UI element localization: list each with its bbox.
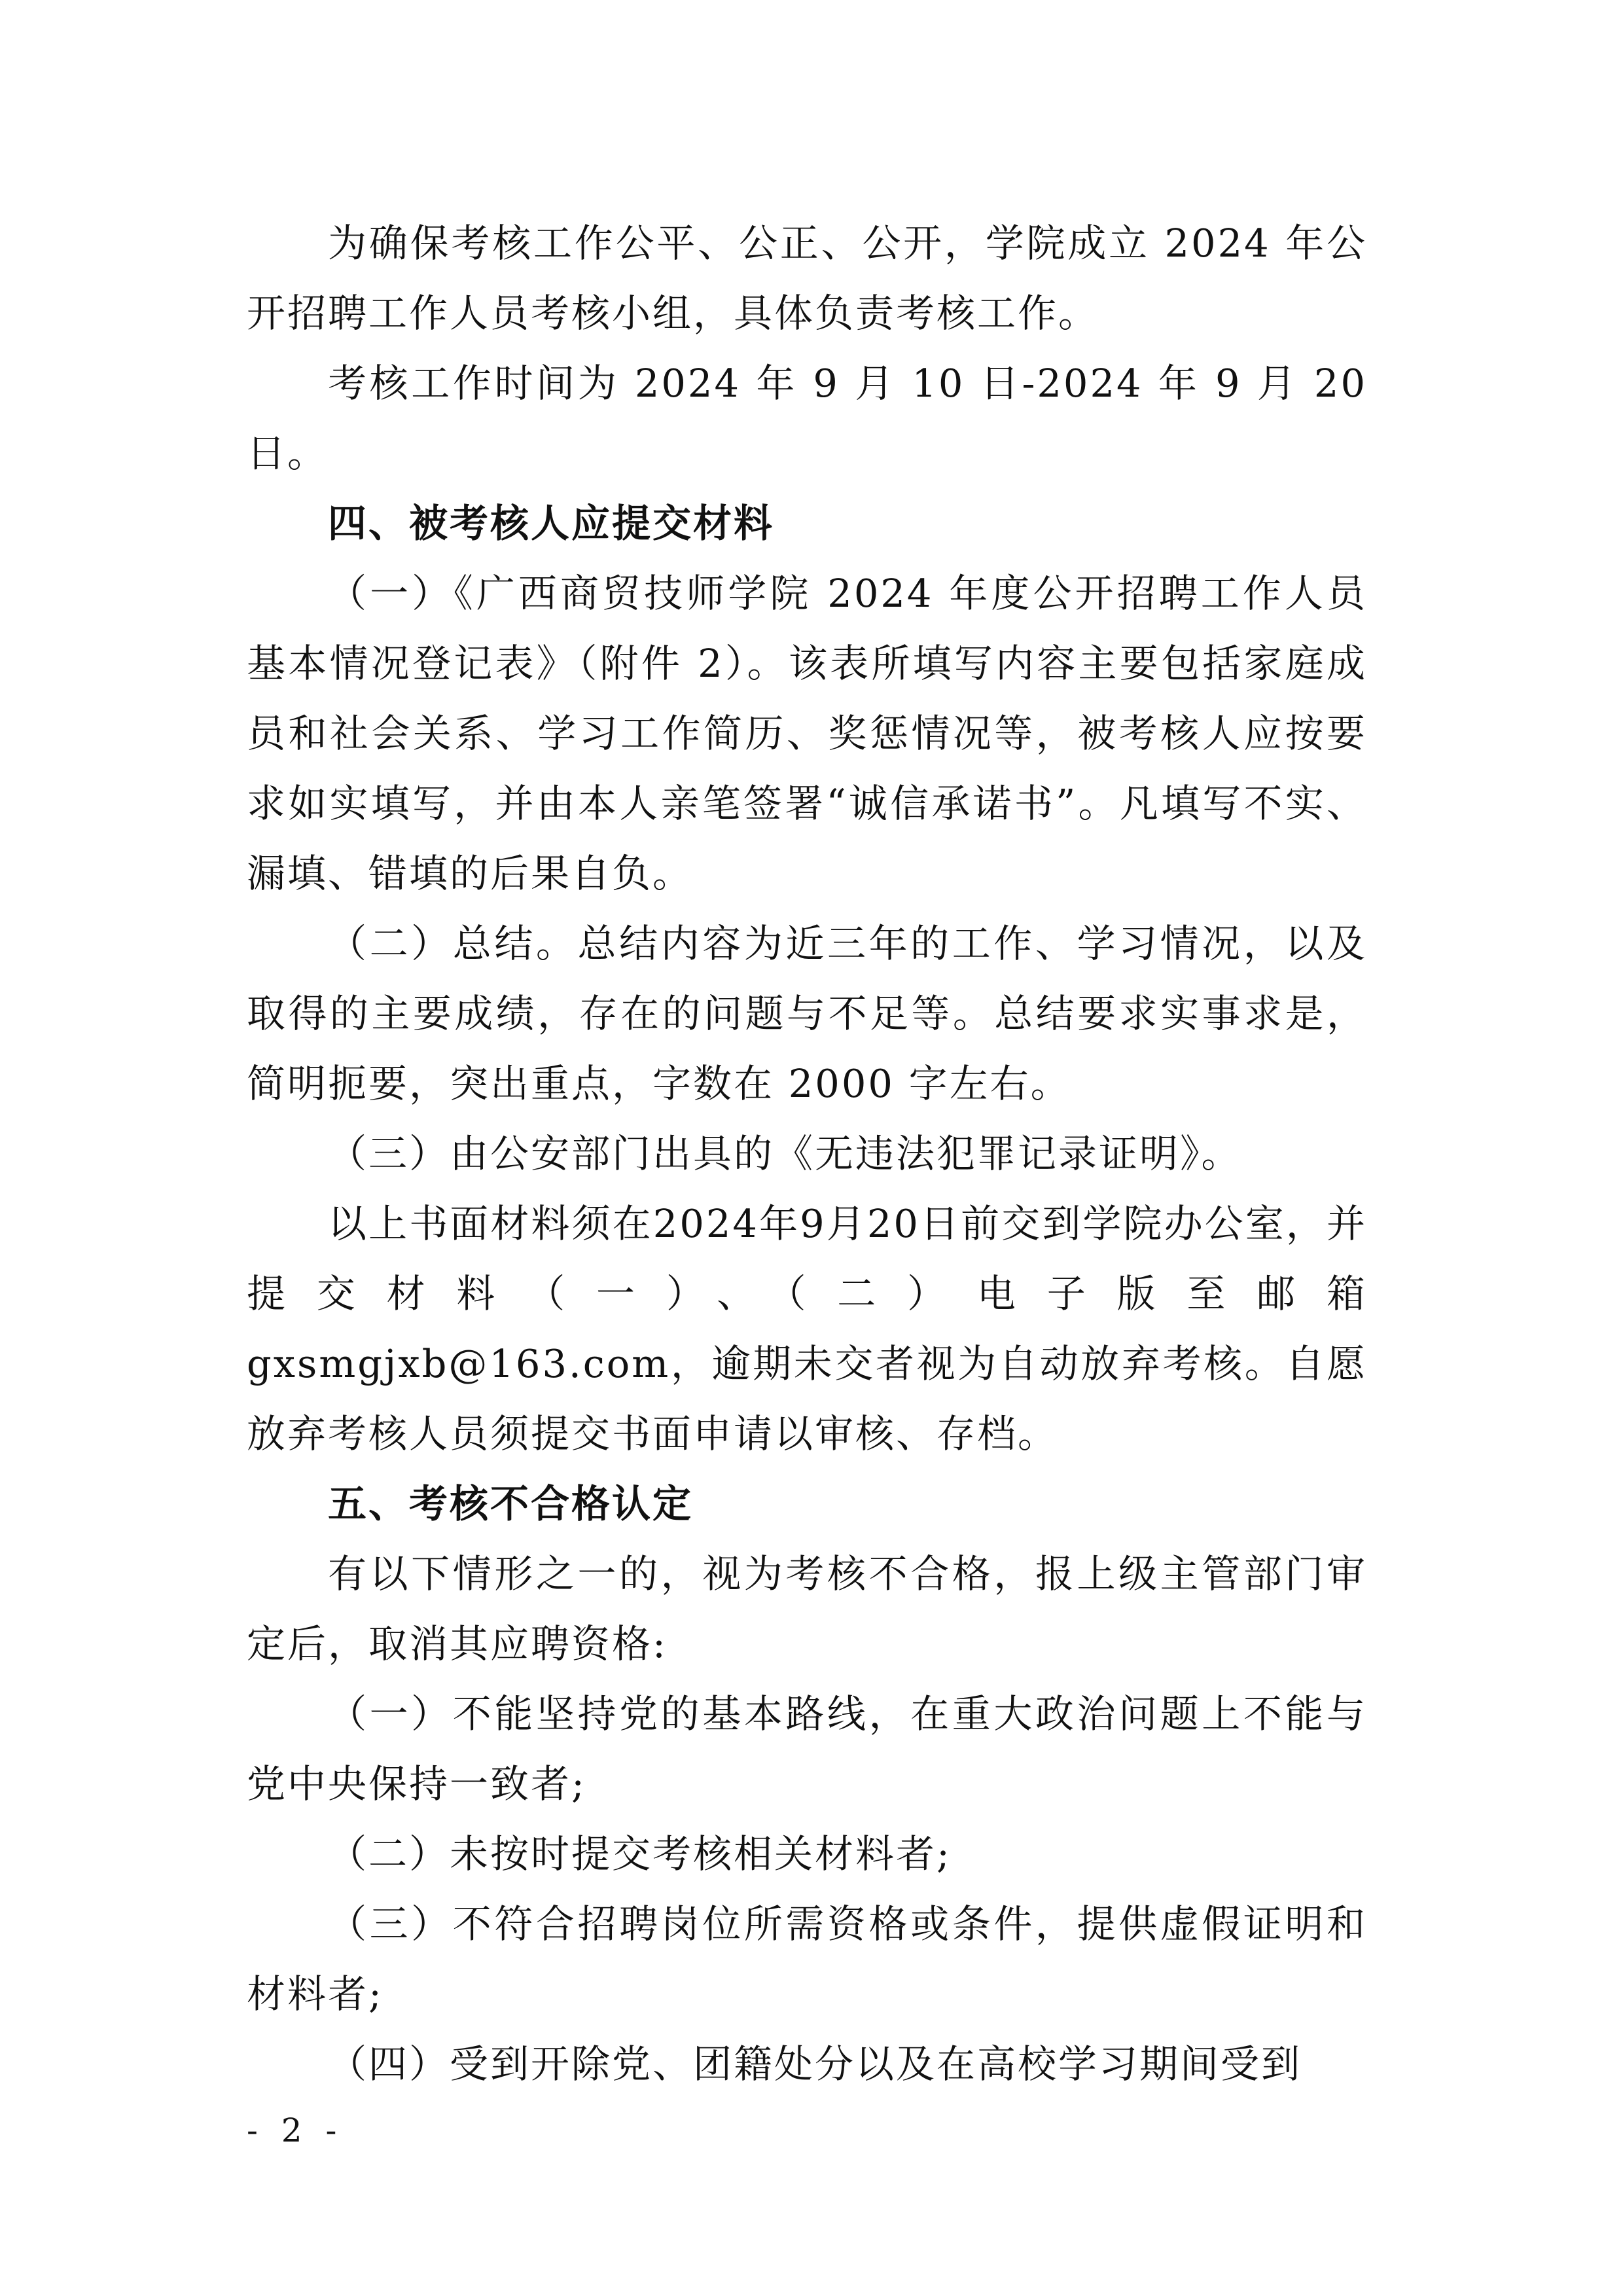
paragraph-assessment-group: 为确保考核工作公平、公正、公开，学院成立 2024 年公开招聘工作人员考核小组，具体负责考核工作。 bbox=[247, 221, 1367, 336]
paragraph-submission-deadline: 以上书面材料须在2024年9月20日前交到学院办公室，并提交材料（一）、（二）电子版至邮箱 gxsmgjxb@163.com，逾期未交者视为自动放弃考核。自愿放弃考核人员须提交书面申请以审核、存档。 bbox=[247, 1201, 1367, 1456]
section-heading-disqualification: 五、考核不合格认定 bbox=[328, 1481, 694, 1526]
paragraph-disqualification-item-4: （四）受到开除党、团籍处分以及在高校学习期间受到 bbox=[328, 2041, 1302, 2087]
paragraph-disqualification-item-3: （三）不符合招聘岗位所需资格或条件，提供虚假证明和材料者; bbox=[247, 1901, 1367, 2017]
paragraph-material-2-summary: （二）总结。总结内容为近三年的工作、学习情况，以及取得的主要成绩，存在的问题与不足等。总结要求实事求是，简明扼要，突出重点，字数在 2000 字左右。 bbox=[247, 921, 1367, 1106]
paragraph-disqualification-item-2: （二）未按时提交考核相关材料者; bbox=[328, 1831, 952, 1876]
document-body bbox=[247, 208, 1367, 2099]
paragraph-disqualification-item-1: （一）不能坚持党的基本路线，在重大政治问题上不能与党中央保持一致者; bbox=[247, 1691, 1367, 1806]
page-number: - 2 - bbox=[247, 2111, 344, 2149]
paragraph-assessment-period: 考核工作时间为 2024 年 9 月 10 日-2024 年 9 月 20 日。 bbox=[247, 361, 1367, 476]
paragraph-material-1-registration-form: （一）《广西商贸技师学院 2024 年度公开招聘工作人员基本情况登记表》（附件 2）。该表所填写内容主要包括家庭成员和社会关系、学习工作简历、奖惩情况等，被考核人应按要求如实填写，并由本人亲笔签署“诚信承诺书”。凡填写不实、漏填、错填的后果自负。 bbox=[247, 571, 1367, 896]
paragraph-disqualification-intro: 有以下情形之一的，视为考核不合格，报上级主管部门审定后，取消其应聘资格: bbox=[247, 1551, 1367, 1666]
paragraph-material-3-no-criminal-record: （三）由公安部门出具的《无违法犯罪记录证明》。 bbox=[328, 1131, 1242, 1176]
section-heading-materials: 四、被考核人应提交材料 bbox=[328, 501, 775, 546]
